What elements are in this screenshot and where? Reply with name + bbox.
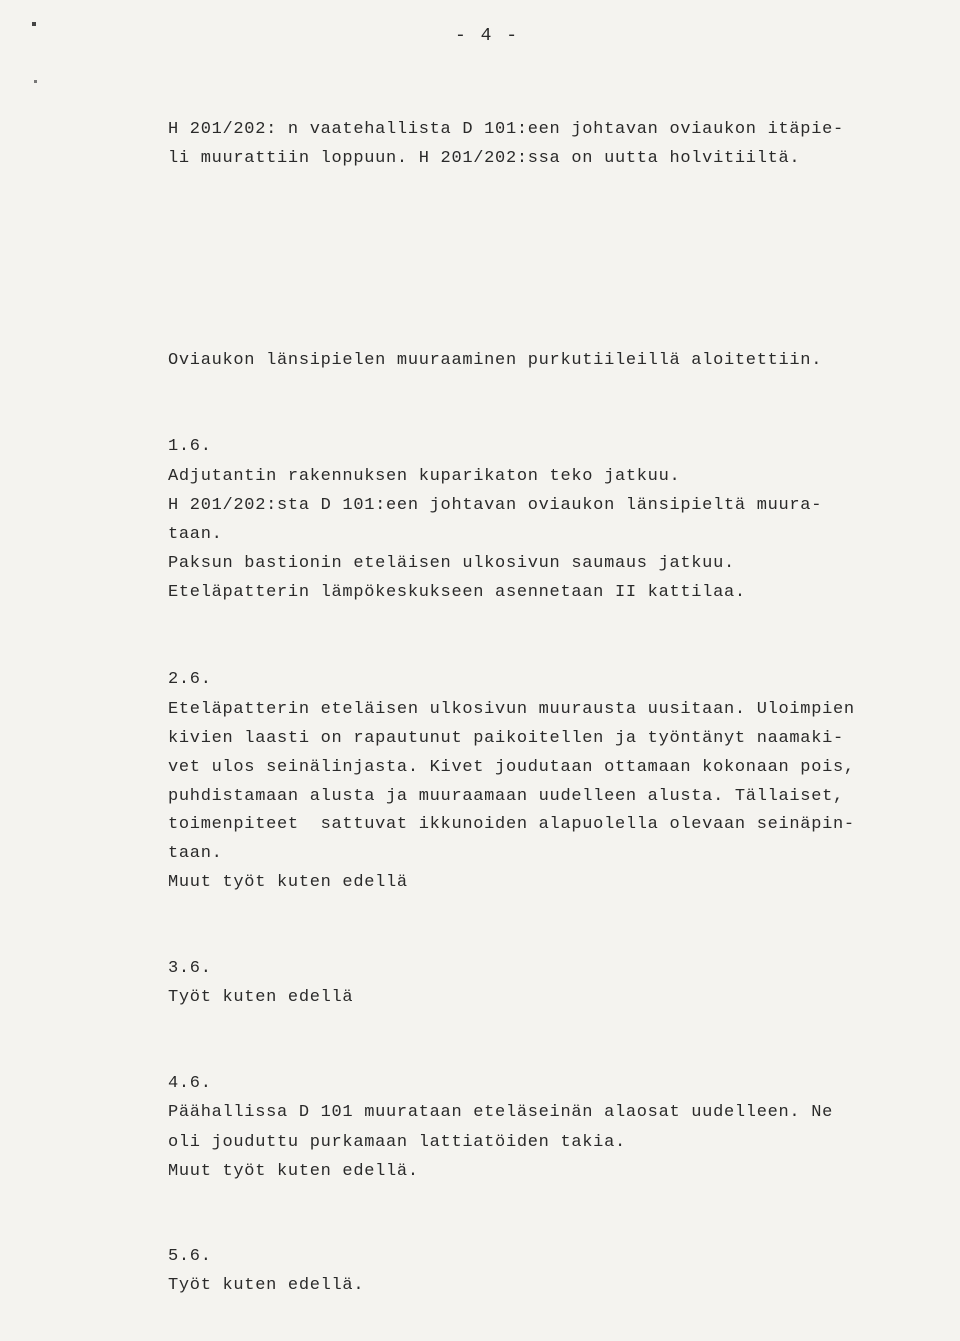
text-line: Päähallissa D 101 muurataan eteläseinän alaosat uudelleen. Ne [168,1103,834,1122]
text-line: toimenpiteet sattuvat ikkunoiden alapuolella olevaan seinäpin- [168,815,855,834]
text-line: puhdistamaan alusta ja muuraamaan uudelleen alusta. Tällaiset, [168,787,844,806]
text-line: H 201/202: n vaatehallista D 101:een johtavan oviaukon itäpie- [168,120,844,139]
text-line: li muurattiin loppuun. H 201/202:ssa on uutta holvitiiltä. [168,149,801,168]
text-line: oli jouduttu purkamaan lattiatöiden takia. [168,1133,626,1152]
entry-date: 1.6. [168,437,212,456]
text-line: Työt kuten edellä. [168,1276,365,1295]
page-number: - 4 - [454,26,519,46]
text-line: Paksun bastionin eteläisen ulkosivun saumaus jatkuu. [168,554,735,573]
text-line: vet ulos seinälinjasta. Kivet joudutaan ottamaan kokonaan pois, [168,758,855,777]
entry-date: 3.6. [168,959,212,978]
text-line: Muut työt kuten edellä. [168,1162,419,1181]
text-line: taan. [168,525,223,544]
entry-date: 4.6. [168,1074,212,1093]
text-line: Adjutantin rakennuksen kuparikaton teko jatkuu. [168,467,681,486]
entry-date: 5.6. [168,1247,212,1266]
scan-speck-mark [34,80,37,83]
text-line: Muut työt kuten edellä [168,873,408,892]
text-line: kivien laasti on rapautunut paikoitellen ja työntänyt naamaki- [168,729,844,748]
text-line: Työt kuten edellä [168,988,354,1007]
text-line: taan. [168,844,223,863]
text-line: Eteläpatterin eteläisen ulkosivun muurausta uusitaan. Uloimpien [168,700,855,719]
text-line: H 201/202:sta D 101:een johtavan oviaukon länsipieltä muura- [168,496,823,515]
entry-date: 2.6. [168,670,212,689]
text-line: Oviaukon länsipielen muuraaminen purkutiileillä aloitettiin. [168,351,823,370]
text-line: Eteläpatterin lämpökeskukseen asennetaan II kattilaa. [168,583,746,602]
